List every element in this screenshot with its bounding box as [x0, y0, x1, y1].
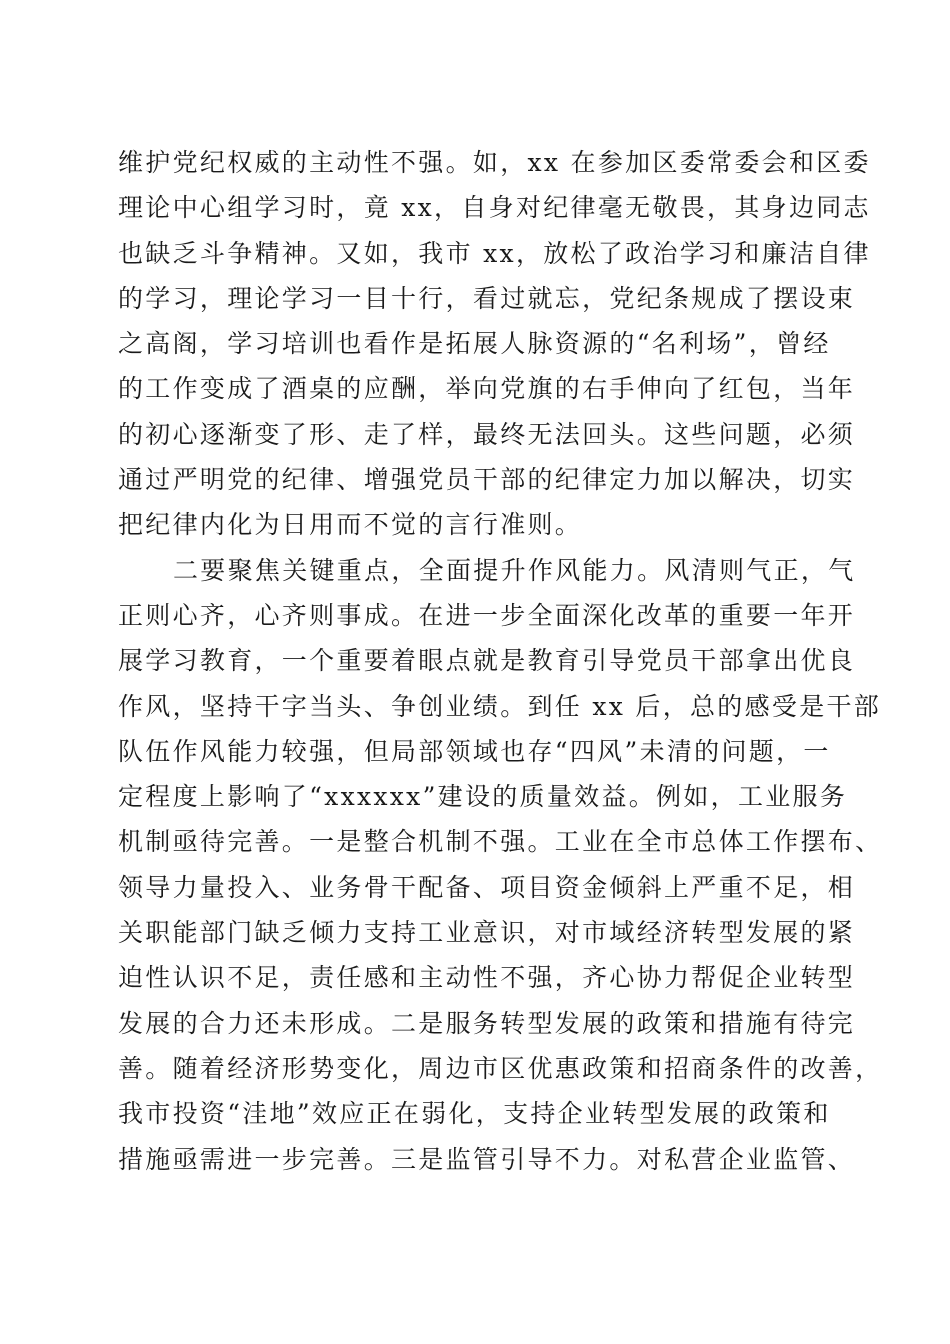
text-line: 我市投资“洼地”效应正在弱化，支持企业转型发展的政策和: [118, 1099, 831, 1129]
text-line: 定程度上影响了“xxxxxx”建设的质量效益。例如，工业服务: [118, 782, 848, 812]
body-text: [118, 140, 883, 1182]
text-line: 的工作变成了酒桌的应酬，举向党旗的右手伸向了红包，当年: [118, 374, 856, 404]
text-line: 展学习教育，一个重要着眼点就是教育引导党员干部拿出优良: [118, 646, 856, 676]
text-line: 正则心齐，心齐则事成。在进一步全面深化改革的重要一年开: [118, 600, 856, 630]
text-line: 发展的合力还未形成。二是服务转型发展的政策和措施有待完: [118, 1008, 856, 1038]
text-line: 迫性认识不足，责任感和主动性不强，齐心协力帮促企业转型: [118, 963, 856, 993]
text-line: 机制亟待完善。一是整合机制不强。工业在全市总体工作摆布、: [118, 827, 883, 857]
text-line: 理论中心组学习时，竟 xx，自身对纪律毫无敬畏，其身边同志: [118, 193, 871, 223]
paragraph-start-line: 二要聚焦关键重点，全面提升作风能力。风清则气正，气: [173, 555, 856, 585]
text-line: 的学习，理论学习一目十行，看过就忘，党纪条规成了摆设束: [118, 283, 856, 313]
text-line: 也缺乏斗争精神。又如，我市 xx，放松了政治学习和廉洁自律: [118, 238, 871, 268]
text-line: 之高阁，学习培训也看作是拓展人脉资源的“名利场”，曾经: [118, 329, 831, 359]
text-line: 领导力量投入、业务骨干配备、项目资金倾斜上严重不足，相: [118, 872, 856, 902]
text-line: 作风，坚持干字当头、争创业绩。到任 xx 后，总的感受是干部: [118, 691, 882, 721]
text-line: 维护党纪权威的主动性不强。如，xx 在参加区委常委会和区委: [118, 148, 871, 177]
text-line: 关职能部门缺乏倾力支持工业意识，对市域经济转型发展的紧: [118, 918, 856, 948]
text-line: 善。随着经济形势变化，周边市区优惠政策和招商条件的改善，: [118, 1053, 883, 1083]
text-line: 通过严明党的纪律、增强党员干部的纪律定力加以解决，切实: [118, 465, 856, 495]
text-line: 的初心逐渐变了形、走了样，最终无法回头。这些问题，必须: [118, 419, 856, 449]
text-line: 措施亟需进一步完善。三是监管引导不力。对私营企业监管、: [118, 1144, 856, 1174]
text-line: 队伍作风能力较强，但局部领域也存“四风”未清的问题，一: [118, 736, 831, 766]
text-line: 把纪律内化为日用而不觉的言行准则。: [118, 510, 583, 540]
